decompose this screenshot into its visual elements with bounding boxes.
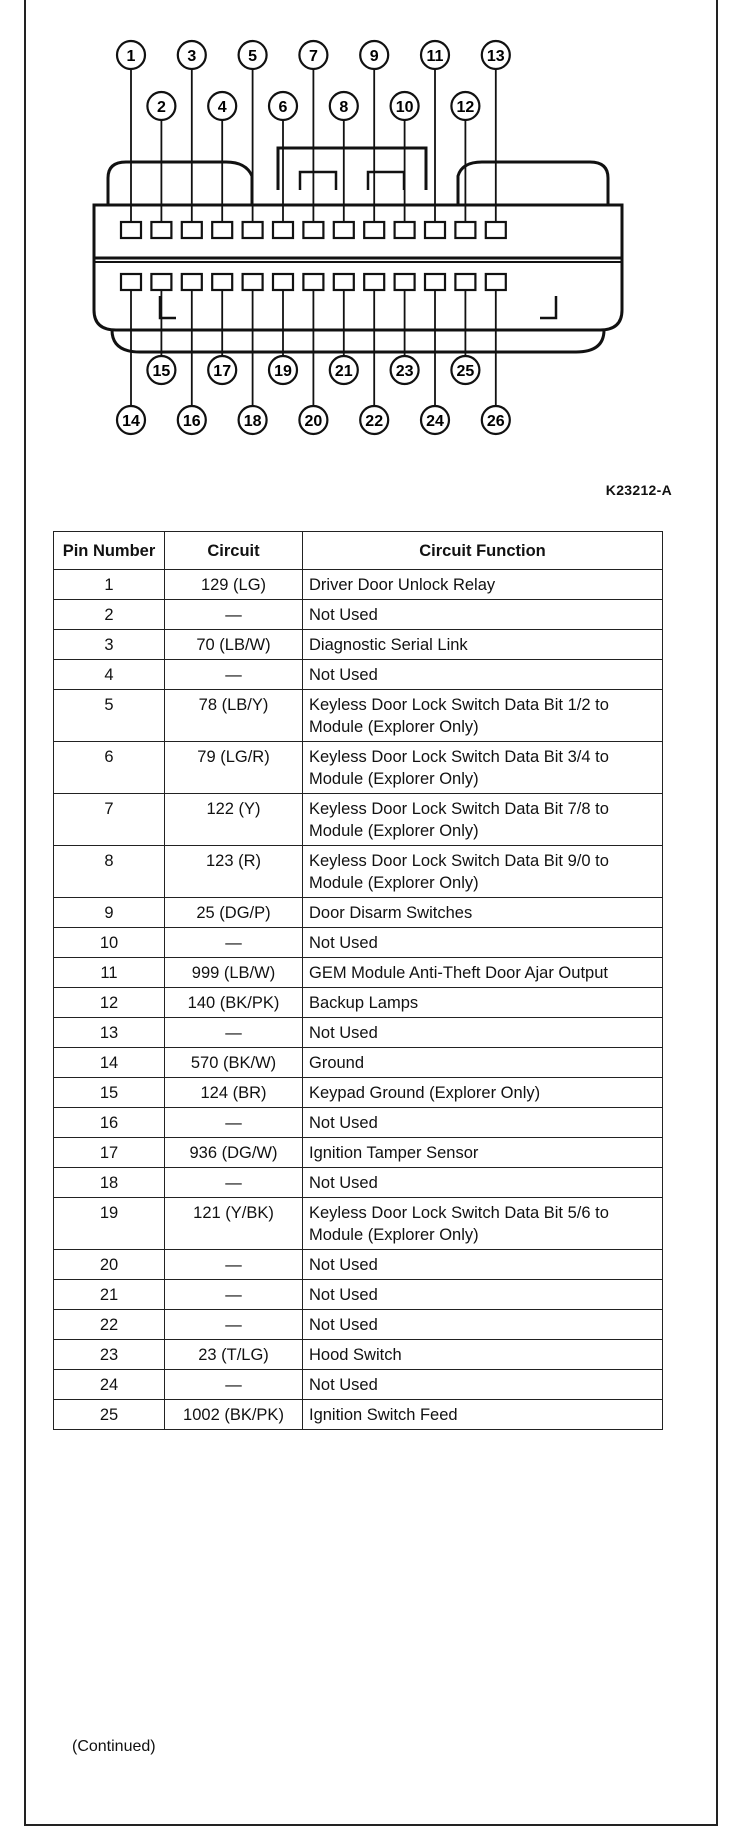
pin-cell: 19 [54, 1198, 165, 1250]
pin-callout-label: 20 [304, 413, 323, 430]
table-row [54, 1280, 663, 1310]
function-cell: Ignition Tamper Sensor [303, 1138, 663, 1168]
circuit-cell: 121 (Y/BK) [165, 1198, 303, 1250]
pin-cell: 9 [54, 898, 165, 928]
table-row [54, 1138, 663, 1168]
pin-slot [425, 222, 445, 238]
table-row [54, 928, 663, 958]
pin-slot [486, 274, 506, 290]
connector-housing [94, 148, 622, 352]
function-cell: Ground [303, 1048, 663, 1078]
pin-slot [395, 222, 415, 238]
connector-diagram [0, 0, 736, 500]
table-header-row [54, 532, 663, 570]
function-cell: Hood Switch [303, 1340, 663, 1370]
table-row [54, 958, 663, 988]
pin-cell: 12 [54, 988, 165, 1018]
function-cell: Not Used [303, 1280, 663, 1310]
pin-callout-label: 23 [395, 363, 414, 380]
circuit-cell: — [165, 600, 303, 630]
pin-callout-label: 7 [308, 48, 318, 65]
circuit-cell: — [165, 660, 303, 690]
pin-callout-label: 13 [486, 48, 505, 65]
pin-cell: 15 [54, 1078, 165, 1108]
circuit-cell: — [165, 928, 303, 958]
pin-slot [243, 222, 263, 238]
top-pin-leaders [131, 69, 496, 222]
function-cell: Not Used [303, 1310, 663, 1340]
pin-cell: 2 [54, 600, 165, 630]
function-cell: Not Used [303, 1108, 663, 1138]
function-cell: Keyless Door Lock Switch Data Bit 7/8 to Module (Explorer Only) [303, 794, 663, 846]
table-row [54, 988, 663, 1018]
circuit-cell: 936 (DG/W) [165, 1138, 303, 1168]
pin-slot [182, 274, 202, 290]
circuit-cell: 79 (LG/R) [165, 742, 303, 794]
pin-slot [364, 222, 384, 238]
function-cell: GEM Module Anti-Theft Door Ajar Output [303, 958, 663, 988]
pin-slot [303, 274, 323, 290]
function-cell: Keyless Door Lock Switch Data Bit 3/4 to Module (Explorer Only) [303, 742, 663, 794]
table-row [54, 1168, 663, 1198]
table-row [54, 1400, 663, 1430]
pin-slot [151, 274, 171, 290]
pin-callout-label: 16 [182, 413, 201, 430]
pin-callout-label: 26 [486, 413, 505, 430]
circuit-cell: — [165, 1310, 303, 1340]
pin-callout-label: 4 [217, 99, 227, 116]
table-row [54, 1250, 663, 1280]
table-row [54, 630, 663, 660]
circuit-cell: 570 (BK/W) [165, 1048, 303, 1078]
pin-callout-label: 12 [456, 99, 475, 116]
pin-slot [243, 274, 263, 290]
pin-callout-label: 6 [278, 99, 288, 116]
pin-cell: 6 [54, 742, 165, 794]
pin-cell: 16 [54, 1108, 165, 1138]
pin-slot [303, 222, 323, 238]
pin-slot [425, 274, 445, 290]
function-cell: Not Used [303, 600, 663, 630]
function-cell: Not Used [303, 1250, 663, 1280]
pin-callout-label: 2 [156, 99, 166, 116]
table-row [54, 1048, 663, 1078]
pin-slot [212, 274, 232, 290]
pin-callout-label: 22 [365, 413, 384, 430]
table-row [54, 794, 663, 846]
pin-cell: 13 [54, 1018, 165, 1048]
pin-callout-label: 15 [152, 363, 171, 380]
pin-callout-label: 5 [248, 48, 258, 65]
circuit-cell: 122 (Y) [165, 794, 303, 846]
circuit-cell: 78 (LB/Y) [165, 690, 303, 742]
pin-slot [273, 222, 293, 238]
table-row [54, 660, 663, 690]
pin-slot [455, 274, 475, 290]
pin-callout-label: 19 [274, 363, 292, 380]
pin-cell: 25 [54, 1400, 165, 1430]
pin-slot [121, 274, 141, 290]
pin-callout-label: 21 [334, 363, 353, 380]
pin-cell: 20 [54, 1250, 165, 1280]
circuit-cell: 25 (DG/P) [165, 898, 303, 928]
table-row [54, 1108, 663, 1138]
pin-cell: 14 [54, 1048, 165, 1078]
pin-callout-label: 25 [456, 363, 475, 380]
pin-slot [334, 222, 354, 238]
pin-cell: 22 [54, 1310, 165, 1340]
pin-cell: 4 [54, 660, 165, 690]
table-row [54, 690, 663, 742]
pin-cell: 7 [54, 794, 165, 846]
pin-slot [121, 222, 141, 238]
header-circuit-function: Circuit Function [303, 532, 663, 570]
pin-slot [334, 274, 354, 290]
circuit-cell: — [165, 1108, 303, 1138]
function-cell: Driver Door Unlock Relay [303, 570, 663, 600]
pin-slot [364, 274, 384, 290]
table-row [54, 1198, 663, 1250]
function-cell: Keyless Door Lock Switch Data Bit 9/0 to Module (Explorer Only) [303, 846, 663, 898]
pin-cell: 24 [54, 1370, 165, 1400]
pin-cell: 21 [54, 1280, 165, 1310]
circuit-cell: 1002 (BK/PK) [165, 1400, 303, 1430]
circuit-cell: — [165, 1018, 303, 1048]
pin-cell: 23 [54, 1340, 165, 1370]
pin-callout-label: 1 [126, 48, 136, 65]
function-cell: Diagnostic Serial Link [303, 630, 663, 660]
continued-note: (Continued) [72, 1738, 156, 1755]
function-cell: Keypad Ground (Explorer Only) [303, 1078, 663, 1108]
circuit-cell: 70 (LB/W) [165, 630, 303, 660]
circuit-cell: — [165, 1280, 303, 1310]
table-row [54, 600, 663, 630]
circuit-cell: 124 (BR) [165, 1078, 303, 1108]
function-cell: Backup Lamps [303, 988, 663, 1018]
pin-callout-label: 10 [395, 99, 414, 116]
function-cell: Not Used [303, 928, 663, 958]
circuit-cell: 23 (T/LG) [165, 1340, 303, 1370]
bottom-pin-leaders [131, 290, 496, 406]
pin-cell: 1 [54, 570, 165, 600]
function-cell: Not Used [303, 1370, 663, 1400]
pin-cell: 11 [54, 958, 165, 988]
circuit-cell: 123 (R) [165, 846, 303, 898]
header-circuit: Circuit [165, 532, 303, 570]
pin-callout-label: 24 [426, 413, 444, 430]
figure-id: K23212-A [605, 482, 672, 498]
table-row [54, 1078, 663, 1108]
pin-slot [455, 222, 475, 238]
circuit-cell: 129 (LG) [165, 570, 303, 600]
pin-cell: 8 [54, 846, 165, 898]
pin-table [53, 531, 663, 1430]
pin-callout-label: 11 [426, 48, 444, 65]
pin-slot [182, 222, 202, 238]
table-row [54, 570, 663, 600]
circuit-cell: — [165, 1370, 303, 1400]
circuit-cell: — [165, 1250, 303, 1280]
function-cell: Not Used [303, 660, 663, 690]
table-row [54, 742, 663, 794]
pin-callout-label: 17 [213, 363, 232, 380]
function-cell: Door Disarm Switches [303, 898, 663, 928]
pin-cell: 10 [54, 928, 165, 958]
function-cell: Not Used [303, 1168, 663, 1198]
pin-callout-label: 18 [243, 413, 262, 430]
pin-slot [395, 274, 415, 290]
pin-callout-label: 8 [339, 99, 349, 116]
pin-cell: 17 [54, 1138, 165, 1168]
circuit-cell: — [165, 1168, 303, 1198]
circuit-cell: 140 (BK/PK) [165, 988, 303, 1018]
circuit-cell: 999 (LB/W) [165, 958, 303, 988]
pin-cell: 5 [54, 690, 165, 742]
pin-slot [212, 222, 232, 238]
top-pin-slots [121, 222, 506, 238]
table-row [54, 1018, 663, 1048]
pin-callout-label: 3 [187, 48, 197, 65]
function-cell: Ignition Switch Feed [303, 1400, 663, 1430]
pin-slot [273, 274, 293, 290]
header-pin-number: Pin Number [54, 532, 165, 570]
pin-callout-label: 14 [122, 413, 140, 430]
table-row [54, 898, 663, 928]
table-row [54, 1370, 663, 1400]
table-row [54, 846, 663, 898]
pin-cell: 18 [54, 1168, 165, 1198]
function-cell: Keyless Door Lock Switch Data Bit 5/6 to Module (Explorer Only) [303, 1198, 663, 1250]
table-row [54, 1310, 663, 1340]
pin-callout-label: 9 [369, 48, 379, 65]
function-cell: Not Used [303, 1018, 663, 1048]
pin-slot [486, 222, 506, 238]
pin-slot [151, 222, 171, 238]
pin-cell: 3 [54, 630, 165, 660]
bottom-pin-slots [121, 274, 506, 290]
table-row [54, 1340, 663, 1370]
function-cell: Keyless Door Lock Switch Data Bit 1/2 to Module (Explorer Only) [303, 690, 663, 742]
